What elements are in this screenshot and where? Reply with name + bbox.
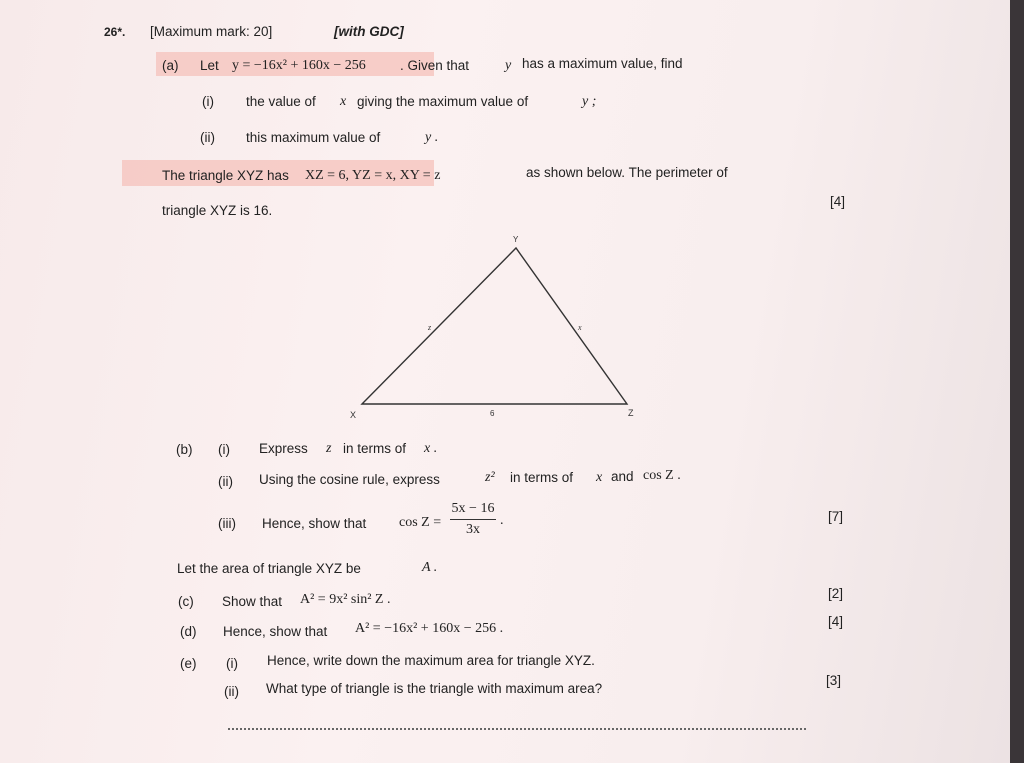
part-d-mark: [4] [828, 614, 844, 629]
part-a-ii-text: this maximum value of [246, 130, 381, 145]
vertex-z-label: Z [628, 408, 634, 418]
max-mark: [Maximum mark: 20] [150, 24, 273, 39]
side-x-label: x [578, 323, 582, 332]
intro-line2: triangle XYZ is 16. [162, 203, 273, 218]
gdc-note: [with GDC] [334, 24, 404, 39]
part-a-equation: y = −16x² + 160x − 256 [232, 58, 366, 73]
part-b-i-var2: x . [424, 441, 438, 456]
area-line-var: A . [422, 560, 438, 575]
part-c-text: Show that [222, 594, 283, 609]
part-a-i-label: (i) [202, 94, 214, 109]
part-b-i-text: Express [259, 441, 308, 456]
part-b-mark: [7] [828, 509, 844, 524]
vertex-y-label: Y [513, 235, 519, 244]
part-c-label: (c) [178, 594, 194, 609]
intro-line1c: as shown below. The perimeter of [526, 165, 728, 180]
triangle-xyz [362, 248, 627, 404]
part-a-i-var: x [340, 94, 347, 109]
intro-line1b: XZ = 6, YZ = x, XY = z [305, 168, 441, 183]
part-a-i-text2: giving the maximum value of [357, 94, 529, 109]
part-a-given: . Given that [400, 58, 470, 73]
part-b-ii-var3: cos Z . [643, 468, 681, 483]
part-a-var-y: y [505, 58, 512, 73]
part-b-i-label: (i) [218, 442, 230, 457]
vertex-x-label: X [350, 410, 357, 420]
part-a-ii-var: y . [425, 130, 439, 145]
part-a-i-var2: y ; [582, 94, 597, 109]
part-a-let: Let [200, 58, 219, 73]
part-b-ii-text2: in terms of [510, 470, 574, 485]
part-b-ii-text: Using the cosine rule, express [259, 472, 440, 487]
part-b-iii-dot: . [500, 513, 504, 528]
cos-z-fraction [450, 501, 496, 538]
fraction-numerator: 5x − 16 [451, 501, 495, 516]
part-b-ii-var2: x [596, 470, 603, 485]
part-b-iii-label: (iii) [218, 516, 236, 531]
part-b-iii-cos: cos Z = [399, 515, 442, 530]
part-d-text: Hence, show that [223, 624, 328, 639]
fraction-denominator: 3x [466, 522, 480, 537]
part-b-ii-var: z² [485, 470, 495, 485]
part-a-label: (a) [162, 58, 179, 73]
part-b-i-var: z [326, 441, 332, 456]
area-line-text: Let the area of triangle XYZ be [177, 561, 361, 576]
part-a-rest: has a maximum value, find [522, 56, 683, 71]
part-e-ii-label: (ii) [224, 684, 239, 699]
question-number: 26*. [104, 25, 126, 39]
part-e-ii-text: What type of triangle is the triangle with maximum area? [266, 681, 603, 696]
part-c-mark: [2] [828, 586, 844, 601]
part-e-i-label: (i) [226, 656, 238, 671]
part-a-ii-label: (ii) [200, 130, 215, 145]
part-b-i-text2: in terms of [343, 441, 407, 456]
fraction-bar [450, 519, 496, 520]
intro-mark: [4] [830, 194, 846, 209]
part-e-i-text: Hence, write down the maximum area for triangle XYZ. [267, 653, 595, 668]
part-b-ii-label: (ii) [218, 474, 233, 489]
side-z-label: z [428, 323, 432, 332]
triangle-diagram [340, 228, 650, 424]
intro-line1a: The triangle XYZ has [162, 168, 289, 183]
part-a-i-text: the value of [246, 94, 316, 109]
answer-dotted-line [228, 728, 806, 730]
part-e-mark: [3] [826, 673, 842, 688]
part-b-iii-text: Hence, show that [262, 516, 367, 531]
part-c-eq: A² = 9x² sin² Z . [300, 592, 391, 607]
side-6-label: 6 [490, 409, 495, 418]
part-e-label: (e) [180, 656, 197, 671]
part-b-ii-text3: and [611, 469, 634, 484]
part-d-label: (d) [180, 624, 197, 639]
part-d-eq: A² = −16x² + 160x − 256 . [355, 621, 504, 636]
part-b-label: (b) [176, 442, 193, 457]
